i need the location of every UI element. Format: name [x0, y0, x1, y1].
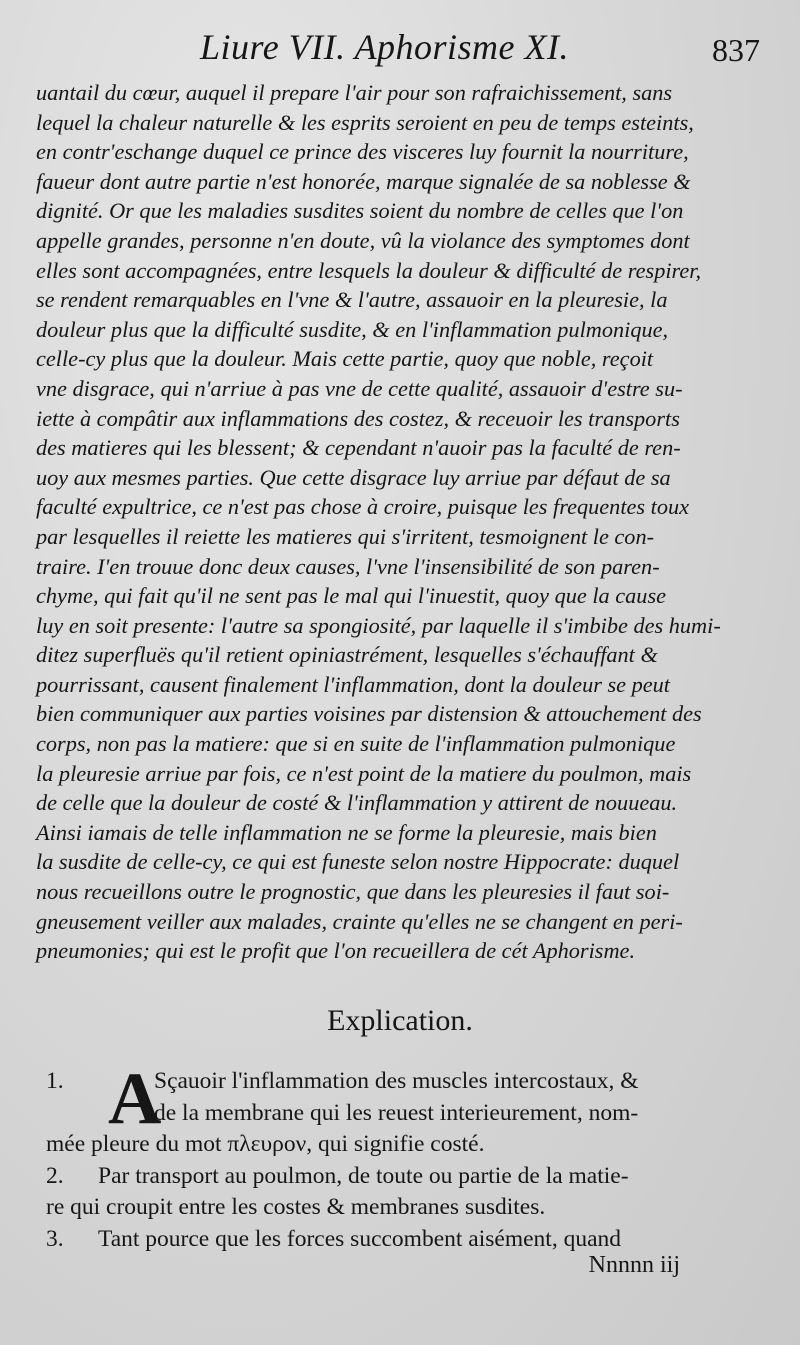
explication-notes	[46, 1058, 766, 1255]
body-line: par lesquelles il reiette les matieres qui s'irritent, tesmoignent le con-	[36, 523, 655, 549]
note-line	[46, 1161, 766, 1193]
signature-mark: Nnnnn iij	[588, 1252, 680, 1278]
body-line: iette à compâtir aux inflammations des costez, & receuoir les transports	[36, 405, 680, 431]
page-header	[0, 22, 800, 72]
note-text: mée pleure du mot πλευρον, qui signifie costé.	[46, 1131, 485, 1157]
body-line: appelle grandes, personne n'en doute, vû la violance des symptomes dont	[36, 227, 690, 253]
body-line: ditez superfluës qu'il retient opiniastrément, lesquelles s'échauffant &	[36, 642, 658, 668]
body-line: gneusement veiller aux malades, crainte qu'elles ne se changent en peri-	[36, 908, 683, 934]
body-line: nous recueillons outre le prognostic, que dans les pleuresies il faut soi-	[36, 879, 670, 905]
note-text: de la membrane qui les reuest interieurement, nom-	[154, 1099, 639, 1126]
body-line: des matieres qui les blessent; & cependant n'auoir pas la faculté de ren-	[36, 435, 681, 461]
body-text	[36, 78, 764, 966]
note-number: 3.	[46, 1225, 64, 1252]
page-number: 837	[712, 32, 760, 68]
body-line: luy en soit presente: l'autre sa spongiosité, par laquelle il s'imbibe des humi-	[36, 612, 721, 638]
body-line: en contr'eschange duquel ce prince des visceres luy fournit la nourriture,	[36, 139, 689, 165]
note-line	[46, 1129, 766, 1161]
note-line	[46, 1192, 766, 1224]
body-line: elles sont accompagnées, entre lesquels la douleur & difficulté de respirer,	[36, 257, 702, 283]
running-title: Liure VII. Aphorisme XI.	[200, 27, 569, 67]
note-line	[46, 1224, 766, 1256]
drop-cap: A	[108, 1058, 162, 1140]
note-number: 2.	[46, 1162, 64, 1189]
body-line: vne disgrace, qui n'arriue à pas vne de cette qualité, assauoir d'estre su-	[36, 375, 683, 401]
body-line: faueur dont autre partie n'est honorée, marque signalée de sa noblesse &	[36, 168, 691, 194]
body-line: bien communiquer aux parties voisines par distension & attouchement des	[36, 701, 702, 727]
note-text: Tant pource que les forces succombent aisément, quand	[98, 1225, 622, 1252]
body-line: faculté expultrice, ce n'est pas chose à croire, puisque les frequentes toux	[36, 494, 690, 520]
body-line: corps, non pas la matiere: que si en suite de l'inflammation pulmonique	[36, 731, 676, 757]
body-line: douleur plus que la difficulté susdite, & en l'inflammation pulmonique,	[36, 316, 669, 342]
body-line: uantail du cœur, auquel il prepare l'air pour son rafraichissement, sans	[36, 80, 673, 105]
body-line: de celle que la douleur de costé & l'inflammation y attirent de nouueau.	[36, 790, 678, 816]
body-line: pourrissant, causent finalement l'inflammation, dont la douleur se peut	[36, 671, 671, 697]
note-number: 1.	[46, 1068, 64, 1094]
body-line: dignité. Or que les maladies susdites soient du nombre de celles que l'on	[36, 198, 684, 224]
body-line: pneumonies; qui est le profit que l'on recueillera de cét Aphorisme.	[36, 938, 636, 964]
body-line: chyme, qui fait qu'il ne sent pas le mal qui l'inuestit, quoy que la cause	[36, 583, 667, 609]
body-line: celle-cy plus que la douleur. Mais cette partie, quoy que noble, reçoit	[36, 346, 654, 372]
body-line: traire. I'en trouue donc deux causes, l'vne l'insensibilité de son paren-	[36, 553, 660, 579]
body-line: la susdite de celle-cy, ce qui est funeste selon nostre Hippocrate: duquel	[36, 849, 680, 875]
note-text: Sçauoir l'inflammation des muscles intercostaux, &	[154, 1068, 639, 1094]
note-text: re qui croupit entre les costes & membranes susdites.	[46, 1194, 546, 1220]
note-line	[46, 1098, 766, 1130]
body-line: se rendent remarquables en l'vne & l'autre, assauoir en la pleuresie, la	[36, 287, 668, 313]
body-line: uoy aux mesmes parties. Que cette disgrace luy arriue par défaut de sa	[36, 464, 671, 490]
body-line: la pleuresie arriue par fois, ce n'est point de la matiere du poulmon, mais	[36, 760, 692, 786]
note-text: Par transport au poulmon, de toute ou partie de la matie-	[98, 1162, 629, 1189]
body-line: lequel la chaleur naturelle & les esprits seroient en peu de temps esteints,	[36, 109, 694, 135]
section-heading: Explication.	[327, 1004, 473, 1037]
body-line: Ainsi iamais de telle inflammation ne se forme la pleuresie, mais bien	[36, 819, 657, 845]
